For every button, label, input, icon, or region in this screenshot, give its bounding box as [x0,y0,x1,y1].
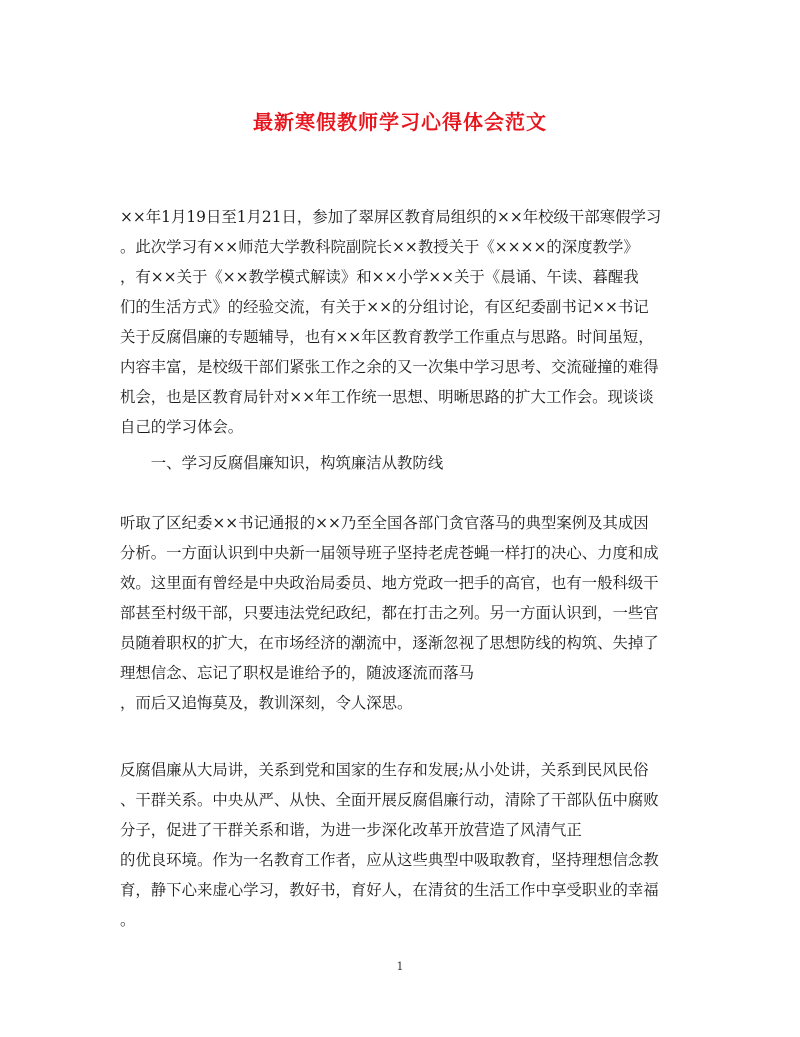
body-line: 。此次学习有××师范大学教科院副院长××教授关于《××××的深度教学》 [120,238,639,256]
body-line: 们的生活方式》的经验交流，有关于××的分组讨论，有区纪委副书记××书记 [120,298,649,316]
body-line: 内容丰富，是校级干部们紧张工作之余的又一次集中学习思考、交流碰撞的难得 [120,358,659,376]
body-line: 效。这里面有曾经是中央政治局委员、地方党政一把手的高官，也有一般科级干 [120,574,659,592]
body-line: 机会，也是区教育局针对××年工作统一思想、明晰思路的扩大工作会。现谈谈 [120,388,654,406]
body-line: 理想信念、忘记了职权是谁给予的，随波逐流而落马 [120,664,474,682]
section-heading: 一、学习反腐倡廉知识，构筑廉洁从教防线 [120,454,444,472]
body-line: 、干群关系。中央从严、从快、全面开展反腐倡廉行动，清除了干部队伍中腐败 [120,791,659,809]
body-line: 听取了区纪委××书记通报的××乃至全国各部门贪官落马的典型案例及其成因 [120,514,649,532]
body-line: ××年1月19日至1月21日，参加了翠屏区教育局组织的××年校级干部寒假学习 [120,208,662,226]
body-line: 关于反腐倡廉的专题辅导，也有××年区教育教学工作重点与思路。时间虽短， [120,328,654,346]
body-line: 育，静下心来虚心学习，教好书，育好人，在清贫的生活工作中享受职业的幸福 [120,881,659,899]
body-line: 员随着职权的扩大，在市场经济的潮流中，逐渐忽视了思想防线的构筑、失掉了 [120,634,659,652]
body-line: ，而后又追悔莫及，教训深刻，令人深思。 [120,694,413,712]
body-line: 自己的学习体会。 [120,418,244,436]
page-number: 1 [396,960,404,973]
document-title: 最新寒假教师学习心得体会范文 [253,110,547,134]
body-line: 分析。一方面认识到中央新一届领导班子坚持老虎苍蝇一样打的决心、力度和成 [120,544,659,562]
body-line: 的优良环境。作为一名教育工作者，应从这些典型中吸取教育，坚持理想信念教 [120,851,659,869]
body-line: 部甚至村级干部，只要违法党纪政纪，都在打击之列。另一方面认识到，一些官 [120,604,659,622]
body-line: ，有××关于《××教学模式解读》和××小学××关于《晨诵、午读、暮醒我 [120,268,639,286]
body-line: 分子，促进了干群关系和谐，为进一步深化改革开放营造了风清气正 [120,821,582,839]
body-line: 反腐倡廉从大局讲，关系到党和国家的生存和发展;从小处讲，关系到民风民俗 [120,761,649,779]
body-line: 。 [120,911,136,929]
